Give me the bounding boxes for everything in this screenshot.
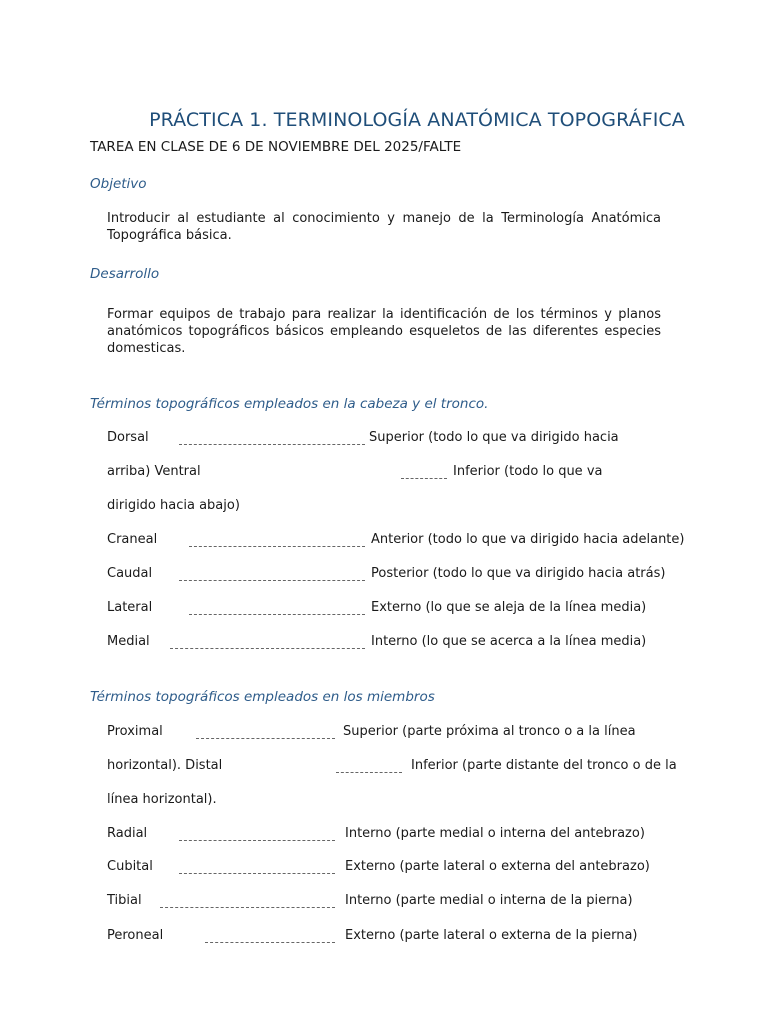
definition-text: Inferior (parte distante del tronco o de la [411, 758, 677, 773]
definition-text: Externo (lo que se aleja de la línea media) [371, 600, 647, 615]
definition-text: Anterior (todo lo que va dirigido hacia adelante) [371, 532, 685, 547]
fill-in-blank [336, 772, 402, 773]
term-radial: Radial [107, 826, 148, 841]
section-heading-cabeza-tronco: Términos topográficos empleados en la cabeza y el tronco. [90, 396, 489, 412]
fill-in-blank [401, 478, 447, 479]
definition-text: Externo (parte lateral o externa de la pierna) [345, 928, 638, 943]
fill-in-blank [179, 840, 335, 841]
definition-text: Interno (parte medial o interna de la pierna) [345, 893, 633, 908]
fill-in-blank [205, 942, 335, 943]
definition-text: Superior (parte próxima al tronco o a la línea [343, 724, 636, 739]
term-medial: Medial [107, 634, 150, 649]
term-tibial: Tibial [107, 893, 142, 908]
fill-in-blank [179, 580, 365, 581]
page-subtitle: TAREA EN CLASE DE 6 DE NOVIEMBRE DEL 2025/FALTE [90, 139, 462, 155]
definition-text: Inferior (todo lo que va [453, 464, 603, 479]
section-heading-miembros: Términos topográficos empleados en los miembros [90, 689, 435, 705]
fill-in-blank [160, 907, 335, 908]
section-heading-desarrollo: Desarrollo [90, 266, 160, 282]
paragraph-objetivo: Introducir al estudiante al conocimiento y manejo de la Terminología Anatómica Topográfica básica. [107, 211, 661, 243]
term-cubital: Cubital [107, 859, 153, 874]
definition-text: Interno (parte medial o interna del antebrazo) [345, 826, 645, 841]
fill-in-blank [179, 444, 365, 445]
fill-in-blank [170, 648, 365, 649]
definition-text: Superior (todo lo que va dirigido hacia [369, 430, 619, 445]
paragraph-desarrollo: Formar equipos de trabajo para realizar la identificación de los términos y planos anatómicos topográficos básicos empleando esqueletos de las diferentes especies domesticas. [107, 307, 661, 356]
term-peroneal: Peroneal [107, 928, 164, 943]
fill-in-blank [196, 738, 335, 739]
page-title: PRÁCTICA 1. TERMINOLOGÍA ANATÓMICA TOPOGRÁFICA [149, 109, 685, 131]
fill-in-blank [189, 546, 365, 547]
term-distal: horizontal). Distal [107, 758, 223, 773]
term-ventral: arriba) Ventral [107, 464, 201, 479]
section-heading-objetivo: Objetivo [90, 176, 147, 192]
definition-text: Interno (lo que se acerca a la línea media) [371, 634, 647, 649]
definition-text: Externo (parte lateral o externa del antebrazo) [345, 859, 650, 874]
term-proximal: Proximal [107, 724, 163, 739]
term-caudal: Caudal [107, 566, 153, 581]
definition-text: Posterior (todo lo que va dirigido hacia atrás) [371, 566, 666, 581]
fill-in-blank [189, 614, 365, 615]
definition-continuation: línea horizontal). [107, 792, 217, 807]
term-dorsal: Dorsal [107, 430, 149, 445]
definition-continuation: dirigido hacia abajo) [107, 498, 240, 513]
term-craneal: Craneal [107, 532, 158, 547]
fill-in-blank [179, 873, 335, 874]
term-lateral: Lateral [107, 600, 153, 615]
